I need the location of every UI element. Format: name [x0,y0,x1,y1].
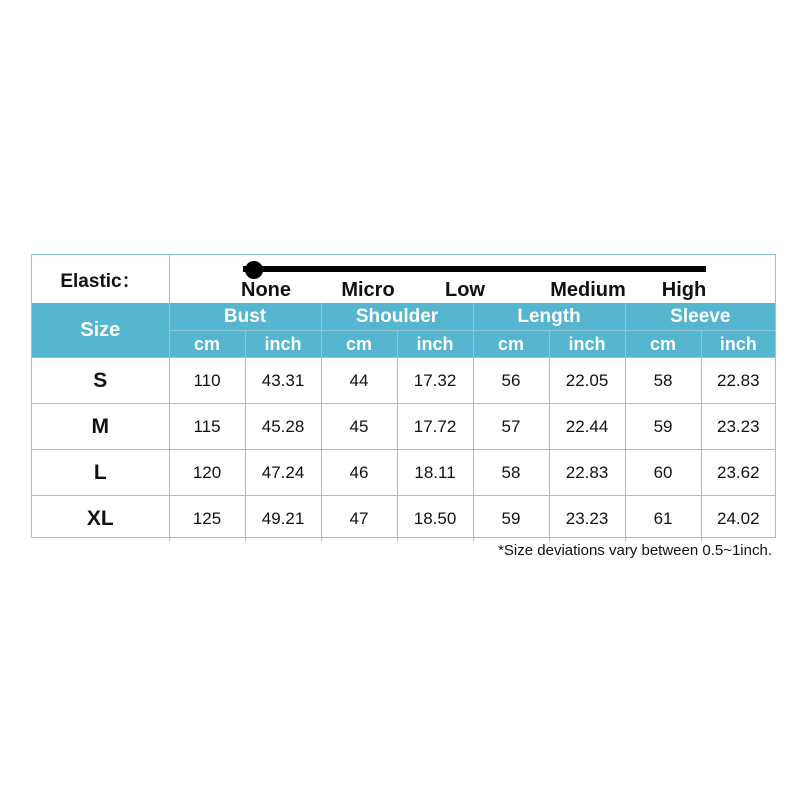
size-label: M [32,404,169,450]
group-header-bust: Bust [169,303,321,331]
table-row [32,496,775,542]
unit-header: cm [169,331,245,358]
table-cell: 22.05 [549,358,625,404]
elastic-scale-line [243,266,706,272]
table-cell: 45 [321,404,397,450]
size-label: L [32,450,169,496]
size-header: Size [32,303,169,358]
table-cell: 57 [473,404,549,450]
elastic-level-high: High [661,279,707,301]
table-cell: 49.21 [245,496,321,542]
size-label: S [32,358,169,404]
table-cell: 47.24 [245,450,321,496]
table-cell: 43.31 [245,358,321,404]
table-cell: 46 [321,450,397,496]
table-row [32,358,775,404]
table-cell: 22.83 [701,358,775,404]
table-row [32,404,775,450]
size-chart [31,254,776,538]
table-cell: 58 [625,358,701,404]
table-cell: 22.44 [549,404,625,450]
elastic-level-medium: Medium [550,279,626,301]
size-deviation-note: *Size deviations vary between 0.5~1inch. [498,542,772,559]
table-cell: 59 [625,404,701,450]
unit-header: inch [397,331,473,358]
size-label: XL [32,496,169,542]
unit-header: inch [549,331,625,358]
elastic-level-micro: Micro [341,279,395,301]
unit-header: cm [625,331,701,358]
elastic-label: Elastic： [32,255,170,303]
elastic-scale [170,255,775,303]
table-cell: 58 [473,450,549,496]
table-cell: 47 [321,496,397,542]
group-header-row [32,303,775,331]
size-table [32,303,775,541]
table-cell: 45.28 [245,404,321,450]
elastic-row [32,255,775,304]
unit-header: inch [245,331,321,358]
group-header-length: Length [473,303,625,331]
table-cell: 44 [321,358,397,404]
group-header-shoulder: Shoulder [321,303,473,331]
table-cell: 56 [473,358,549,404]
group-header-sleeve: Sleeve [625,303,775,331]
table-cell: 23.62 [701,450,775,496]
table-cell: 23.23 [701,404,775,450]
table-cell: 120 [169,450,245,496]
table-cell: 59 [473,496,549,542]
elastic-indicator-dot [245,261,263,279]
table-cell: 17.32 [397,358,473,404]
unit-header: cm [321,331,397,358]
unit-header: cm [473,331,549,358]
table-cell: 115 [169,404,245,450]
table-cell: 24.02 [701,496,775,542]
table-cell: 18.50 [397,496,473,542]
table-cell: 61 [625,496,701,542]
table-row [32,450,775,496]
table-cell: 23.23 [549,496,625,542]
table-cell: 22.83 [549,450,625,496]
unit-header: inch [701,331,775,358]
elastic-level-low: Low [445,279,485,301]
table-cell: 17.72 [397,404,473,450]
table-cell: 110 [169,358,245,404]
elastic-level-none: None [241,279,291,301]
table-cell: 125 [169,496,245,542]
table-cell: 60 [625,450,701,496]
table-cell: 18.11 [397,450,473,496]
